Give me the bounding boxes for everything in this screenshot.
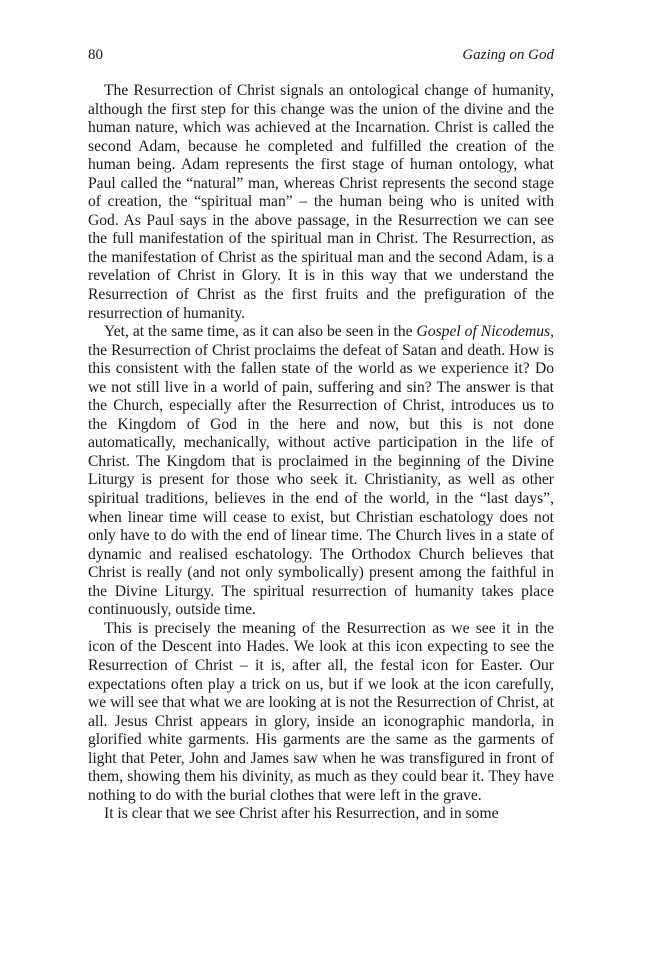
paragraph-2	[88, 323, 554, 620]
page-number: 80	[88, 47, 103, 63]
gospel-of-nicodemus-title: Gospel of Nicodemus	[416, 323, 551, 341]
paragraph-3: This is precisely the meaning of the Resurrection as we see it in the icon of the Descent into Hades. We look at this icon expecting to see the Resurrection of Christ – it is, after all, the festal icon for Easter. Our expectations often play a trick on us, but if we look at the icon carefully, we will see that what we are looking at is not the Resurrection of Christ, at all. Jesus Christ appears in glory, inside an iconographic mandorla, in glorified white garments. His garments are the same as the garments of light that Peter, John and James saw when he was transfigured in front of them, showing them his divinity, as much as they could bear it. They have nothing to do with the burial clothes that were left in the grave.	[88, 619, 554, 804]
body-text	[88, 82, 554, 824]
paragraph-2-rest: , the Resurrection of Christ proclaims the defeat of Satan and death. How is this consistent with the fallen state of the world as we experience it? Do we not still live in a world of pain, suffering and sin? The answer is that the Church, especially after the Resurrection of Christ, introduces us to the Kingdom of God in the here and now, but this is not done automatically, mechanically, without active participation in the life of Christ. The Kingdom that is proclaimed in the beginning of the Divine Liturgy is present for those who seek it. Christianity, as well as other spiritual traditions, believes in the end of the world, in the “last days”, when linear time will cease to exist, but Christian eschatology does not only have to do with the end of linear time. The Church lives in a state of dynamic and realised eschatology. The Orthodox Church believes that Christ is really (and not only symbolically) present among the faithful in the Divine Liturgy. The spiritual resurrection of humanity takes place continuously, outside time.	[88, 323, 554, 619]
running-title: Gazing on God	[462, 47, 554, 63]
paragraph-1: The Resurrection of Christ signals an ontological change of humanity, although the first step for this change was the union of the divine and the human nature, which was achieved at the Incarnation. Christ is called the second Adam, because he completed and fulfilled the creation of the human being. Adam represents the first stage of human ontology, what Paul called the “natural” man, whereas Christ represents the second stage of creation, the “spiritual man” – the human being who is united with God. As Paul says in the above passage, in the Resurrection we can see the full manifestation of the spiritual man in Christ. The Resurrection, as the manifestation of Christ as the spiritual man and the second Adam, is a revelation of Christ in Glory. It is in this way that we understand the Resurrection of Christ as the first fruits and the prefiguration of the resurrection of humanity.	[88, 82, 554, 322]
paragraph-4: It is clear that we see Christ after his Resurrection, and in some	[104, 805, 499, 823]
running-head	[88, 44, 554, 66]
paragraph-2-lead: Yet, at the same time, as it can also be seen in the	[104, 323, 417, 341]
